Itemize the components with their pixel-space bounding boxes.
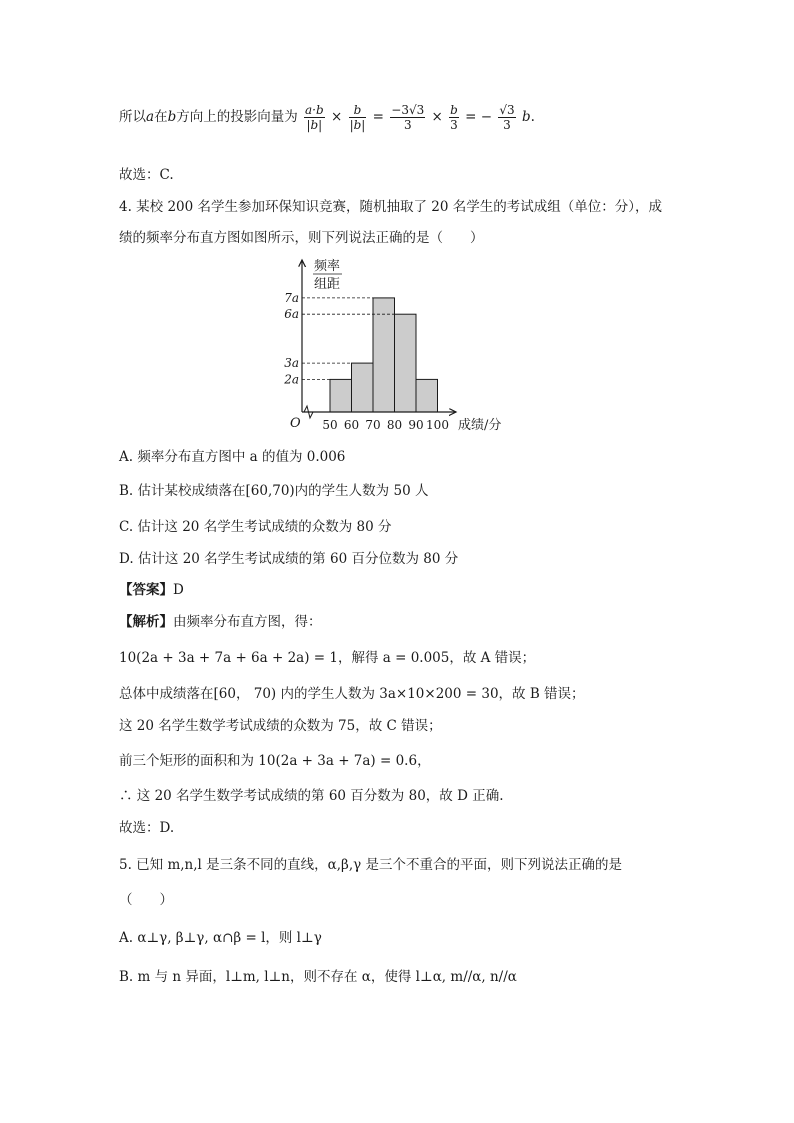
times-sign: × [330,109,343,125]
y-tick-label-7a: 7a [284,290,299,305]
fraction-neg3sqrt3-over-3: $\frac{-3√3}{3}$ [391,103,425,132]
equals-sign: = [372,109,384,125]
analysis-label: 【解析】 [119,614,173,630]
y-tick-label-2a: 2a [284,372,299,387]
solution-step-1: 10(2a + 3a + 7a + 6a + 2a) = 1，解得 a = 0.005，故 A 错误； [119,650,536,666]
equals-minus: = − [465,109,493,125]
q5-option-b: B. m 与 n 异面，l⊥m, l⊥n，则不存在 α，使得 l⊥α, m//α, n//α [119,969,517,985]
vector-b: b [167,109,177,125]
q5-stem-line2: （ ） [119,892,173,908]
answer-label: 【答案】 [119,582,173,598]
q5-stem-line1: 5. 已知 m,n,l 是三条不同的直线，α,β,γ 是三个不重合的平面，则下列说法正确的是 [119,857,623,873]
text-zai: 在 [154,109,168,125]
answer-line [119,580,184,600]
prev-answer: 故选：C. [119,167,174,183]
fraction-b-over-b: $\frac{b}{|b|}$ [349,103,366,132]
q4-option-c: C. 估计这 20 名学生考试成绩的众数为 80 分 [119,519,392,535]
histogram-bar-50-60 [330,379,352,412]
period: . [530,109,535,125]
solution-step-5: ∴ 这 20 名学生数学考试成绩的第 60 百分数为 80，故 D 正确. [119,788,504,804]
q4-final-answer: 故选：D. [119,820,175,836]
ylabel-top: 频率 [314,259,341,274]
fraction-b-over-3: $\frac{b}{3}$ [450,103,458,132]
times-sign-2: × [431,109,443,125]
frequency-histogram [270,252,530,438]
histogram-bar-60-70 [352,363,374,412]
solution-step-3: 这 20 名学生数学考试成绩的众数为 75，故 C 错误； [119,718,442,734]
y-tick-label-3a: 3a [284,356,299,371]
x-tick-label-70: 70 [365,418,381,432]
x-tick-label-100: 100 [426,418,449,432]
solution-step-2: 总体中成绩落在[60， 70) 内的学生人数为 3a×10×200 = 30，故 B 错误； [119,686,585,702]
x-tick-label-60: 60 [343,418,360,432]
projection-vector-line [119,100,535,134]
q4-option-d: D. 估计这 20 名学生考试成绩的第 60 百分位数为 80 分 [119,551,459,567]
q4-option-b: B. 估计某校成绩落在[60,70)内的学生人数为 50 人 [119,483,429,499]
text-lead: 所以 [119,109,146,125]
answer-value: D [173,582,184,598]
origin-label: O [290,416,301,431]
xlabel: 成绩/分 [458,418,502,433]
analysis-intro: 由频率分布直方图，得： [173,614,322,630]
ylabel-bottom: 组距 [314,277,341,292]
q4-option-a: A. 频率分布直方图中 a 的值为 0.006 [119,449,346,465]
histogram-bar-80-90 [395,314,417,412]
q4-stem-line1: 4. 某校 200 名学生参加环保知识竞赛，随机抽取了 20 名学生的考试成组（单位：分），成 [119,199,663,215]
solution-step-4: 前三个矩形的面积和为 10(2a + 3a + 7a) = 0.6， [119,753,431,769]
histogram-bar-70-80 [373,298,395,412]
histogram-bar-90-100 [416,379,438,412]
y-tick-label-6a: 6a [284,307,299,322]
x-tick-label-90: 90 [408,418,424,432]
q4-stem-line2: 绩的频率分布直方图如图所示，则下列说法正确的是（ ） [119,230,484,246]
fraction-sqrt3-over-3: $\frac{√3}{3}$ [499,103,515,132]
x-tick-label-80: 80 [386,418,403,432]
vector-a: a [146,109,155,125]
analysis-line [119,612,322,632]
text-projection: 方向上的投影向量为 [176,109,298,125]
x-tick-label-50: 50 [322,418,338,432]
fraction-ab-over-b: $\frac{a\cdot b}{|b|}$ [305,103,324,132]
vector-b-tail: b [521,109,531,125]
q5-option-a: A. α⊥γ, β⊥γ, α∩β = l，则 l⊥γ [119,930,322,946]
